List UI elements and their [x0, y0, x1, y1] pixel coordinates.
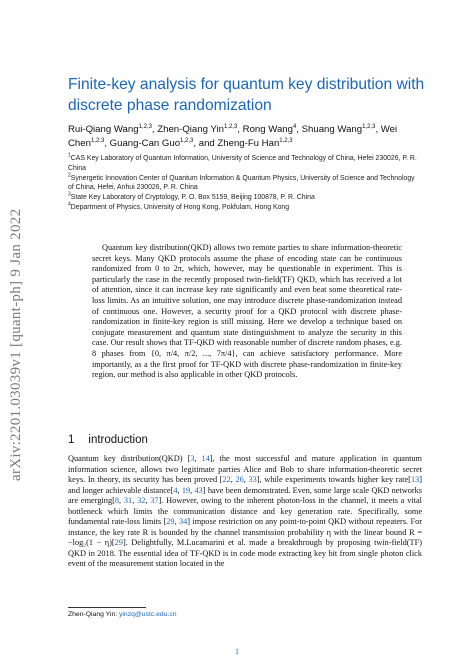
affiliation	[68, 203, 422, 213]
citation-link[interactable]: 8	[114, 496, 120, 505]
affiliation-number: 3	[68, 192, 71, 199]
affiliation	[68, 174, 422, 193]
author-name: Rong Wang	[242, 124, 293, 135]
author-name: Shuang Wang	[301, 124, 363, 135]
introduction-paragraph: Quantum key distribution(QKD) [3, 14], the most successful and mature application in quantum information science, allows two legitimate parties Alice and Bob to share information-theoretic secret keys. In theory, its security has been proved [22, 26, 33], while experiments towards higher key rate[13] and longer achievable distance[4, 19, 43] have been demonstrated. Even, some large scale QKD networks are emerging[8, 31, 32, 37]. However, owing to the inherent photon-loss in the channel, it meets a vital bottleneck which limits the communication distance and key generation rate. Specifically, some fundamental rate-loss limits [29, 34] impose restriction on any point-to-point QKD without repeaters. For instance, the key rate R is bounded by the channel transmission probability η with the linear bound R = −log₂(1 − η)[29]. Delightfully, M.Lucamarini et al. made a breakthrough by proposing twin-field(TF) QKD in 2018. The essential idea of TF-QKD is in code mode extracting key bit from single photon click event of the measurement station located in the	[68, 454, 423, 568]
citation-link[interactable]: 26	[235, 475, 244, 484]
citation-link[interactable]: 22	[222, 475, 231, 484]
email-link[interactable]: yinzq@ustc.edu.cn	[119, 611, 177, 618]
affiliation	[68, 154, 422, 173]
citation-link[interactable]: 4	[173, 485, 178, 495]
citation-link[interactable]: 3	[190, 454, 195, 463]
author-affil: 1,2,3	[223, 123, 238, 130]
footnote-label: Zhen-Qiang Yin:	[68, 611, 118, 618]
corresponding-author-footnote	[68, 611, 422, 618]
author-affil: 1,2,3	[362, 123, 376, 130]
abstract: Quantum key distribution(QKD) allows two remote parties to share information-theoretic secret keys. Many QKD protocols assume the phase of encoding state can be continuous randomized from 0 to 2π, which, however, may be questionable in experiment. This is particularly the case in the recently proposed twin-field(TF) QKD, which has received a lot of attention, since it can increase key rate significantly and even beat some theoretical rate-loss limits. As an intuitive solution, one may introduce discrete phase-randomization instead of continuous one. However, a security proof for a QKD protocol with discrete phase-randomization in finite-key region is still missing. Here we develop a technique based on conjugate measurement and quantum state distinguishment to analyze the security in this case. Our result shows that TF-QKD with reasonable number of discrete random phases, e.g. 8 phases from {0, π/4, π/2, ..., 7π/4}, can achieve satisfactory performance. More importantly, as a the first proof for TF-QKD with discrete phase-randomization in finite-key region, our method is also applicable in other QKD protocols.	[92, 243, 402, 380]
author-name: Wei Chen	[68, 124, 398, 149]
citation-link[interactable]: 31	[123, 496, 133, 505]
author-name: Zhen-Qiang Yin	[157, 124, 224, 135]
citation-link[interactable]: 37	[150, 496, 159, 505]
author-affil: 1,2,3	[138, 123, 152, 130]
affiliation	[68, 193, 422, 203]
author-affil: 4	[292, 123, 297, 130]
citation-link[interactable]: 14	[201, 454, 210, 463]
affiliation-text: Synergetic Innovation Center of Quantum Information & Quantum Physics, University of Science and Technology of China, Hefei, Anhui 230026, P. R. China	[68, 174, 415, 192]
footnote-divider	[68, 607, 146, 608]
section-heading	[68, 434, 408, 446]
citation-link[interactable]: 32	[137, 496, 146, 505]
author-affil: 1,2,3	[279, 137, 293, 144]
citation-link[interactable]: 34	[179, 517, 188, 526]
citation-link[interactable]: 33	[248, 475, 257, 484]
citation-link[interactable]: 19	[181, 485, 191, 495]
citation-link[interactable]: 43	[194, 485, 203, 495]
author-affil: 1,2,3	[90, 137, 105, 144]
section-title: introduction	[88, 434, 148, 446]
author-affil: 1,2,3	[180, 137, 194, 144]
author-name: Rui-Qiang Wang	[68, 124, 139, 135]
page-number: 1	[235, 647, 239, 656]
paper-title: Finite-key analysis for quantum key distribution with discrete phase randomization	[68, 76, 425, 114]
affiliation-number: 4	[68, 202, 71, 209]
author-name: Zheng-Fu Han	[217, 137, 280, 149]
affiliation-number: 1	[68, 152, 71, 159]
section-number: 1	[68, 434, 75, 446]
affiliation-number: 2	[68, 172, 71, 179]
citation-link[interactable]: 29	[166, 517, 175, 526]
citation-link[interactable]: 29	[114, 538, 123, 547]
citation-link[interactable]: 13	[410, 475, 420, 484]
affiliation-text: CAS Key Laboratory of Quantum Information, University of Science and Technology of China, Hefei 230026, P. R. China	[68, 155, 417, 172]
affiliation-text: State Key Laboratory of Cryptology, P. O. Box 5159, Beijing 100878, P. R. China	[70, 194, 315, 202]
arxiv-identifier: arXiv:2201.03039v1 [quant-ph] 9 Jan 2022	[8, 208, 24, 482]
affiliation-text: Department of Physics, University of Hong Kong, Pokfulam, Hong Kong	[70, 204, 290, 212]
affiliation-list	[68, 154, 422, 214]
author-list: Rui-Qiang Wang$^{1,2,3}$, Zhen-Qiang Yin$^{1,2,3}$, Rong Wang$^4$, Shuang Wang$^{1,2,3}$, Wei Chen$^{1,2,3}$, Guang-Can Guo$^{1,2,3}$, and Zheng-Fu Han$^{1,2,3}$	[68, 123, 398, 149]
author-name: Guang-Can Guo	[109, 137, 181, 149]
